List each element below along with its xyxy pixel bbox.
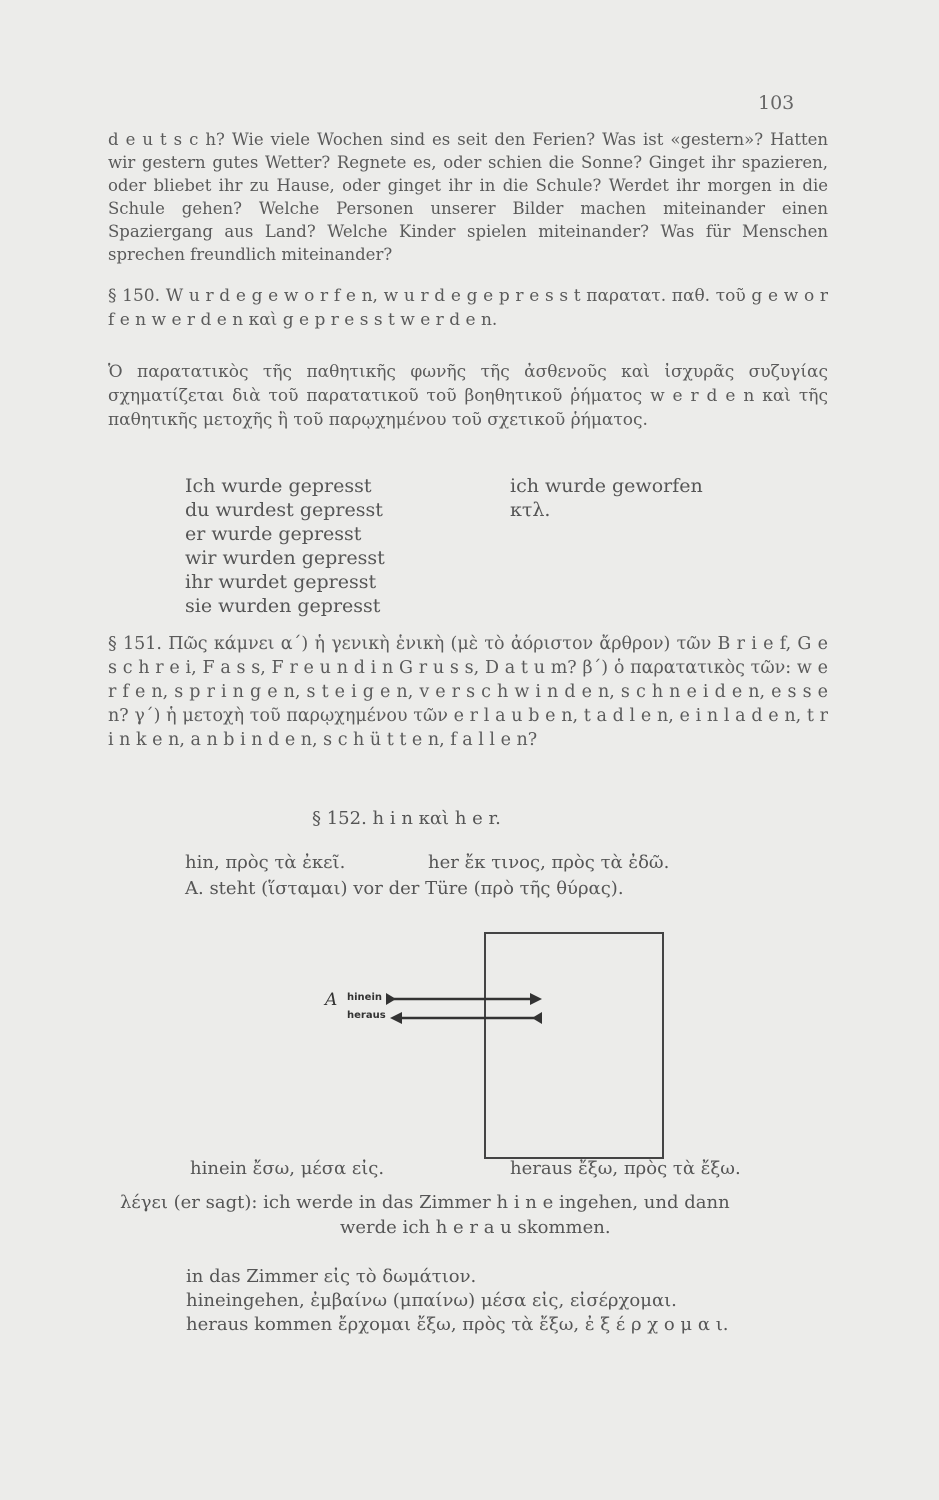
conjugation-line: sie wurden gepresst [185,595,381,617]
legei-line-1: λέγει (er sagt): ich werde in das Zimmer h i n e ingehen, und dann [120,1192,730,1213]
conjugation-line: Ich wurde gepresst [185,475,372,497]
section-151: § 151. Πῶς κάμνει α΄) ἡ γενικὴ ἑνικὴ (μὲ τὸ ἀόριστον ἄρθρον) τῶν B r i e f, G e s c h r e i, F a s s, F r e u n d i n G r u s s, D a t u m? β΄) ὁ παρατατικὸς τῶν: w e r f e n, s p r i n g e n, s t e i g e n, v e r s c h w i n d e n, s c h n e i d e n, e s s e n? γ΄) ἡ μετοχὴ τοῦ παρῳχημένου τῶν e r l a u b e n, t a d l e n, e i n l a d e n, t r i n k e n, a n b i n d e n, s c h ü t t e n, f a l l e n? [108,634,828,750]
section-150-heading: § 150. W u r d e g e w o r f e n, w u r d e g e p r e s s t παρατατ. παθ. τοῦ g e w o r f e n w e r d e n καὶ g e p r e s s t w e r d e n. [108,286,828,330]
section-150-body: Ὁ παρατατικὸς τῆς παθητικῆς φωνῆς τῆς ἀσθενοῦς καὶ ἰσχυρᾶς συζυγίας σχηματίζεται διὰ τοῦ παρατατικοῦ τοῦ βοηθητικοῦ ῥήματος w e r d e n καὶ τῆς παθητικῆς μετοχῆς ἢ τοῦ παρῳχημένου τοῦ σχετικοῦ ῥήματος. [108,362,828,430]
vocab-line: hineingehen, ἐμβαίνω (μπαίνω) μέσα εἰς, εἰσέρχομαι. [186,1290,677,1311]
diagram-label-heraus: heraus [347,1010,386,1021]
arrow-right-icon [386,993,542,1005]
conjugation-line: ihr wurdet gepresst [185,571,377,593]
diagram-label-a: A [325,990,338,1010]
legei-line-2: werde ich h e r a u skommen. [340,1217,611,1238]
conjugation-left [185,474,385,618]
conjugation-line: κτλ. [510,499,551,521]
a-steht-line: A. steht (ἵσταμαι) vor der Türe (πρὸ τῆς θύρας). [185,878,624,899]
conjugation-line: du wurdest gepresst [185,499,383,521]
hin-line: hin, πρὸς τὰ ἐκεῖ. [185,852,346,873]
arrows-svg [380,988,550,1028]
conjugation-right [510,474,703,522]
conjugation-line: wir wurden gepresst [185,547,385,569]
her-line: her ἔκ τινος, πρὸς τὰ ἐδῶ. [428,852,670,873]
hinein-line: hinein ἔσω, μέσα εἰς. [190,1158,385,1179]
heraus-line: heraus ἔξω, πρὸς τὰ ἔξω. [510,1158,741,1179]
arrow-left-icon [390,1012,542,1024]
page-number: 103 [758,92,795,114]
diagram-label-hinein: hinein [347,992,382,1003]
room-rectangle [484,932,664,1159]
vocab-line: in das Zimmer εἰς τὸ δωμάτιον. [186,1266,477,1287]
section-152-heading: § 152. h i n καὶ h e r. [312,808,501,829]
intro-paragraph: d e u t s c h? Wie viele Wochen sind es seit den Ferien? Was ist «gestern»? Hatten wir gestern gutes Wetter? Regnete es, oder schien die Sonne? Ginget ihr spazieren, oder bliebet ihr zu Hause, oder ginget ihr in die Schule? Werdet ihr morgen in die Schule gehen? Welche Personen unserer Bilder machen miteinander einen Spaziergang aus Land? Welche Kinder spielen miteinander? Was für Menschen sprechen freundlich miteinander? [108,130,828,264]
vocab-line: heraus kommen ἔρχομαι ἔξω, πρὸς τὰ ἔξω, ἐ ξ έ ρ χ ο μ α ι. [186,1314,729,1335]
conjugation-line: ich wurde geworfen [510,475,703,497]
conjugation-line: er wurde gepresst [185,523,362,545]
